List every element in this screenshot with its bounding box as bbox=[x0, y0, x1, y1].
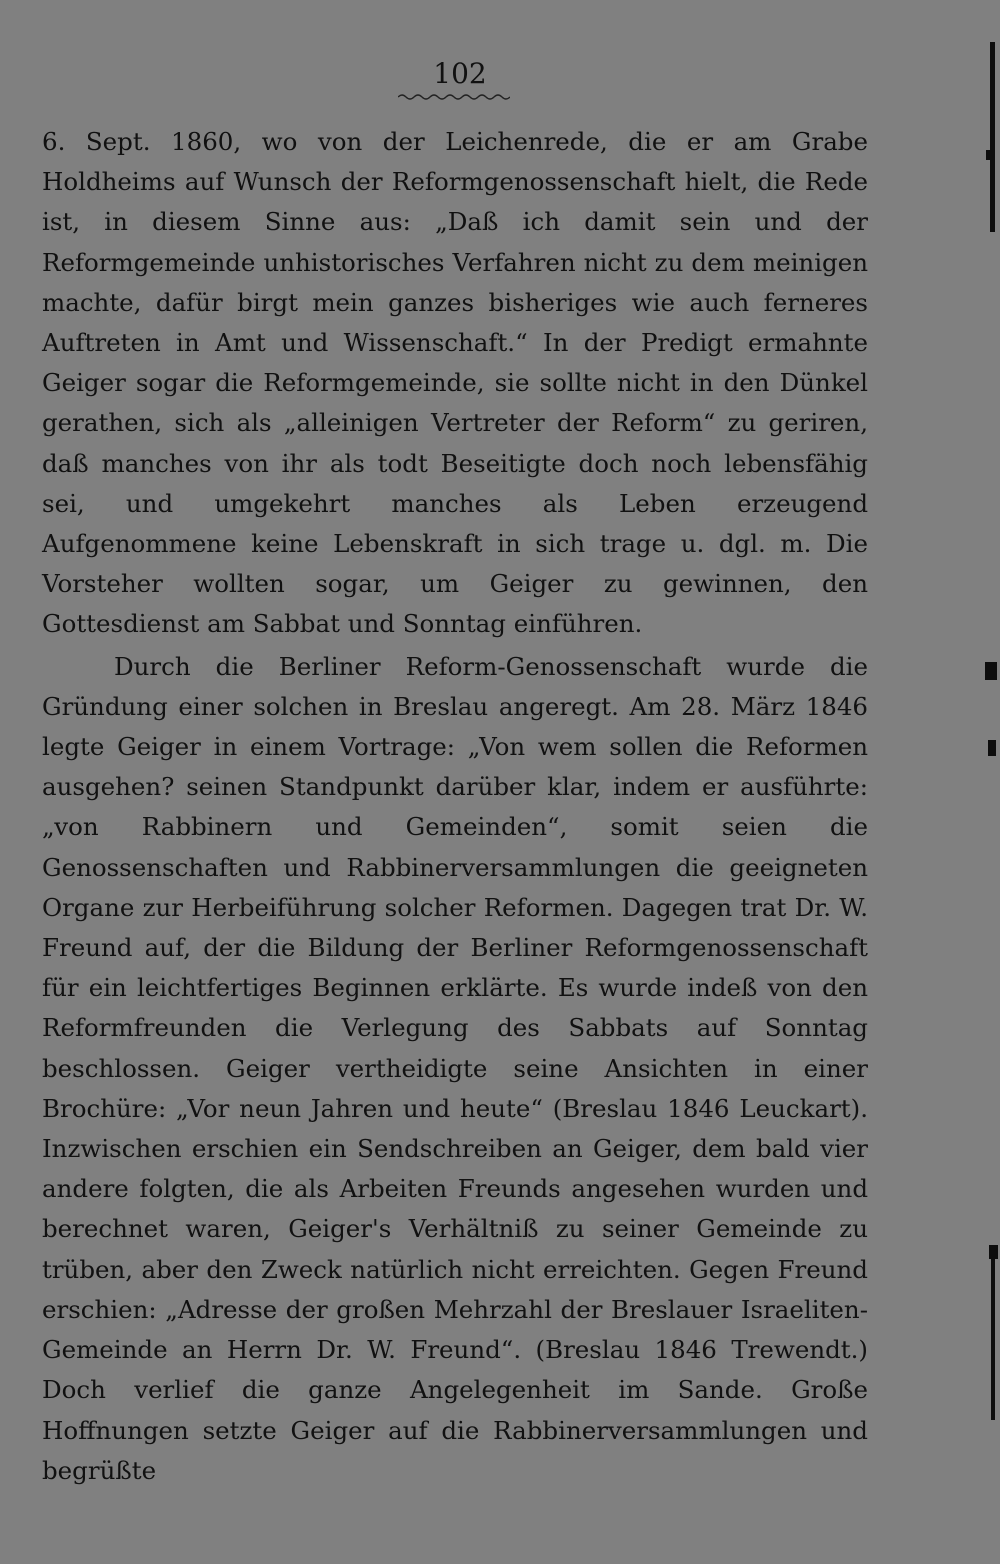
paragraph-1: 6. Sept. 1860, wo von der Leichenrede, die er am Grabe Holdheims auf Wunsch der Reformgenossenschaft hielt, die Rede ist, in diesem Sinne aus: „Daß ich damit sein und der Reformgemeinde unhistorisches Verfahren nicht zu dem meinigen machte, dafür birgt mein ganzes bisheriges wie auch ferneres Auftreten in Amt und Wissenschaft.“ In der Predigt ermahnte Geiger sogar die Reformgemeinde, sie sollte nicht in den Dünkel gerathen, sich als „alleinigen Vertreter der Reform“ zu geriren, daß manches von ihr als todt Beseitigte doch noch lebensfähig sei, und umgekehrt manches als Leben erzeugend Aufgenommene keine Lebenskraft in sich trage u. dgl. m. Die Vorsteher wollten sogar, um Geiger zu gewinnen, den Gottesdienst am Sabbat und Sonntag einführen. bbox=[42, 127, 868, 639]
scan-edge-mark bbox=[988, 740, 996, 756]
page-number-ornament bbox=[398, 92, 510, 102]
scan-edge-mark bbox=[985, 662, 997, 680]
scan-edge-mark bbox=[986, 150, 992, 160]
scan-edge-mark bbox=[991, 1250, 995, 1420]
scan-edge-mark bbox=[990, 42, 995, 232]
paragraph-2: Durch die Berliner Reform-Genossenschaft wurde die Gründung einer solchen in Breslau angeregt. Am 28. März 1846 legte Geiger in einem Vortrage: „Von wem sollen die Reformen ausgehen? seinen Standpunkt darüber klar, indem er ausführte: „von Rabbinern und Gemeinden“, somit seien die Genossenschaften und Rabbinerversammlungen die geeigneten Organe zur Herbeiführung solcher Reformen. Dagegen trat Dr. W. Freund auf, der die Bildung der Berliner Reformgenossenschaft für ein leichtfertiges Beginnen erklärte. Es wurde indeß von den Reformfreunden die Verlegung des Sabbats auf Sonntag beschlossen. Geiger vertheidigte seine Ansichten in einer Brochüre: „Vor neun Jahren und heute“ (Breslau 1846 Leuckart). Inzwischen erschien ein Sendschreiben an Geiger, dem bald vier andere folgten, die als Arbeiten Freunds angesehen wurden und berechnet waren, Geiger's Verhältniß zu seiner Gemeinde zu trüben, aber den Zweck natürlich nicht erreichten. Gegen Freund erschien: „Adresse der großen Mehrzahl der Breslauer Israeliten-Gemeinde an Herrn Dr. W. Freund“. (Breslau 1846 Trewendt.) Doch verlief die ganze Angelegenheit im Sande. Große Hoffnungen setzte Geiger auf die Rabbinerversammlungen und begrüßte bbox=[42, 651, 868, 1485]
body-text bbox=[42, 122, 868, 1491]
page-number: 102 bbox=[433, 57, 487, 90]
